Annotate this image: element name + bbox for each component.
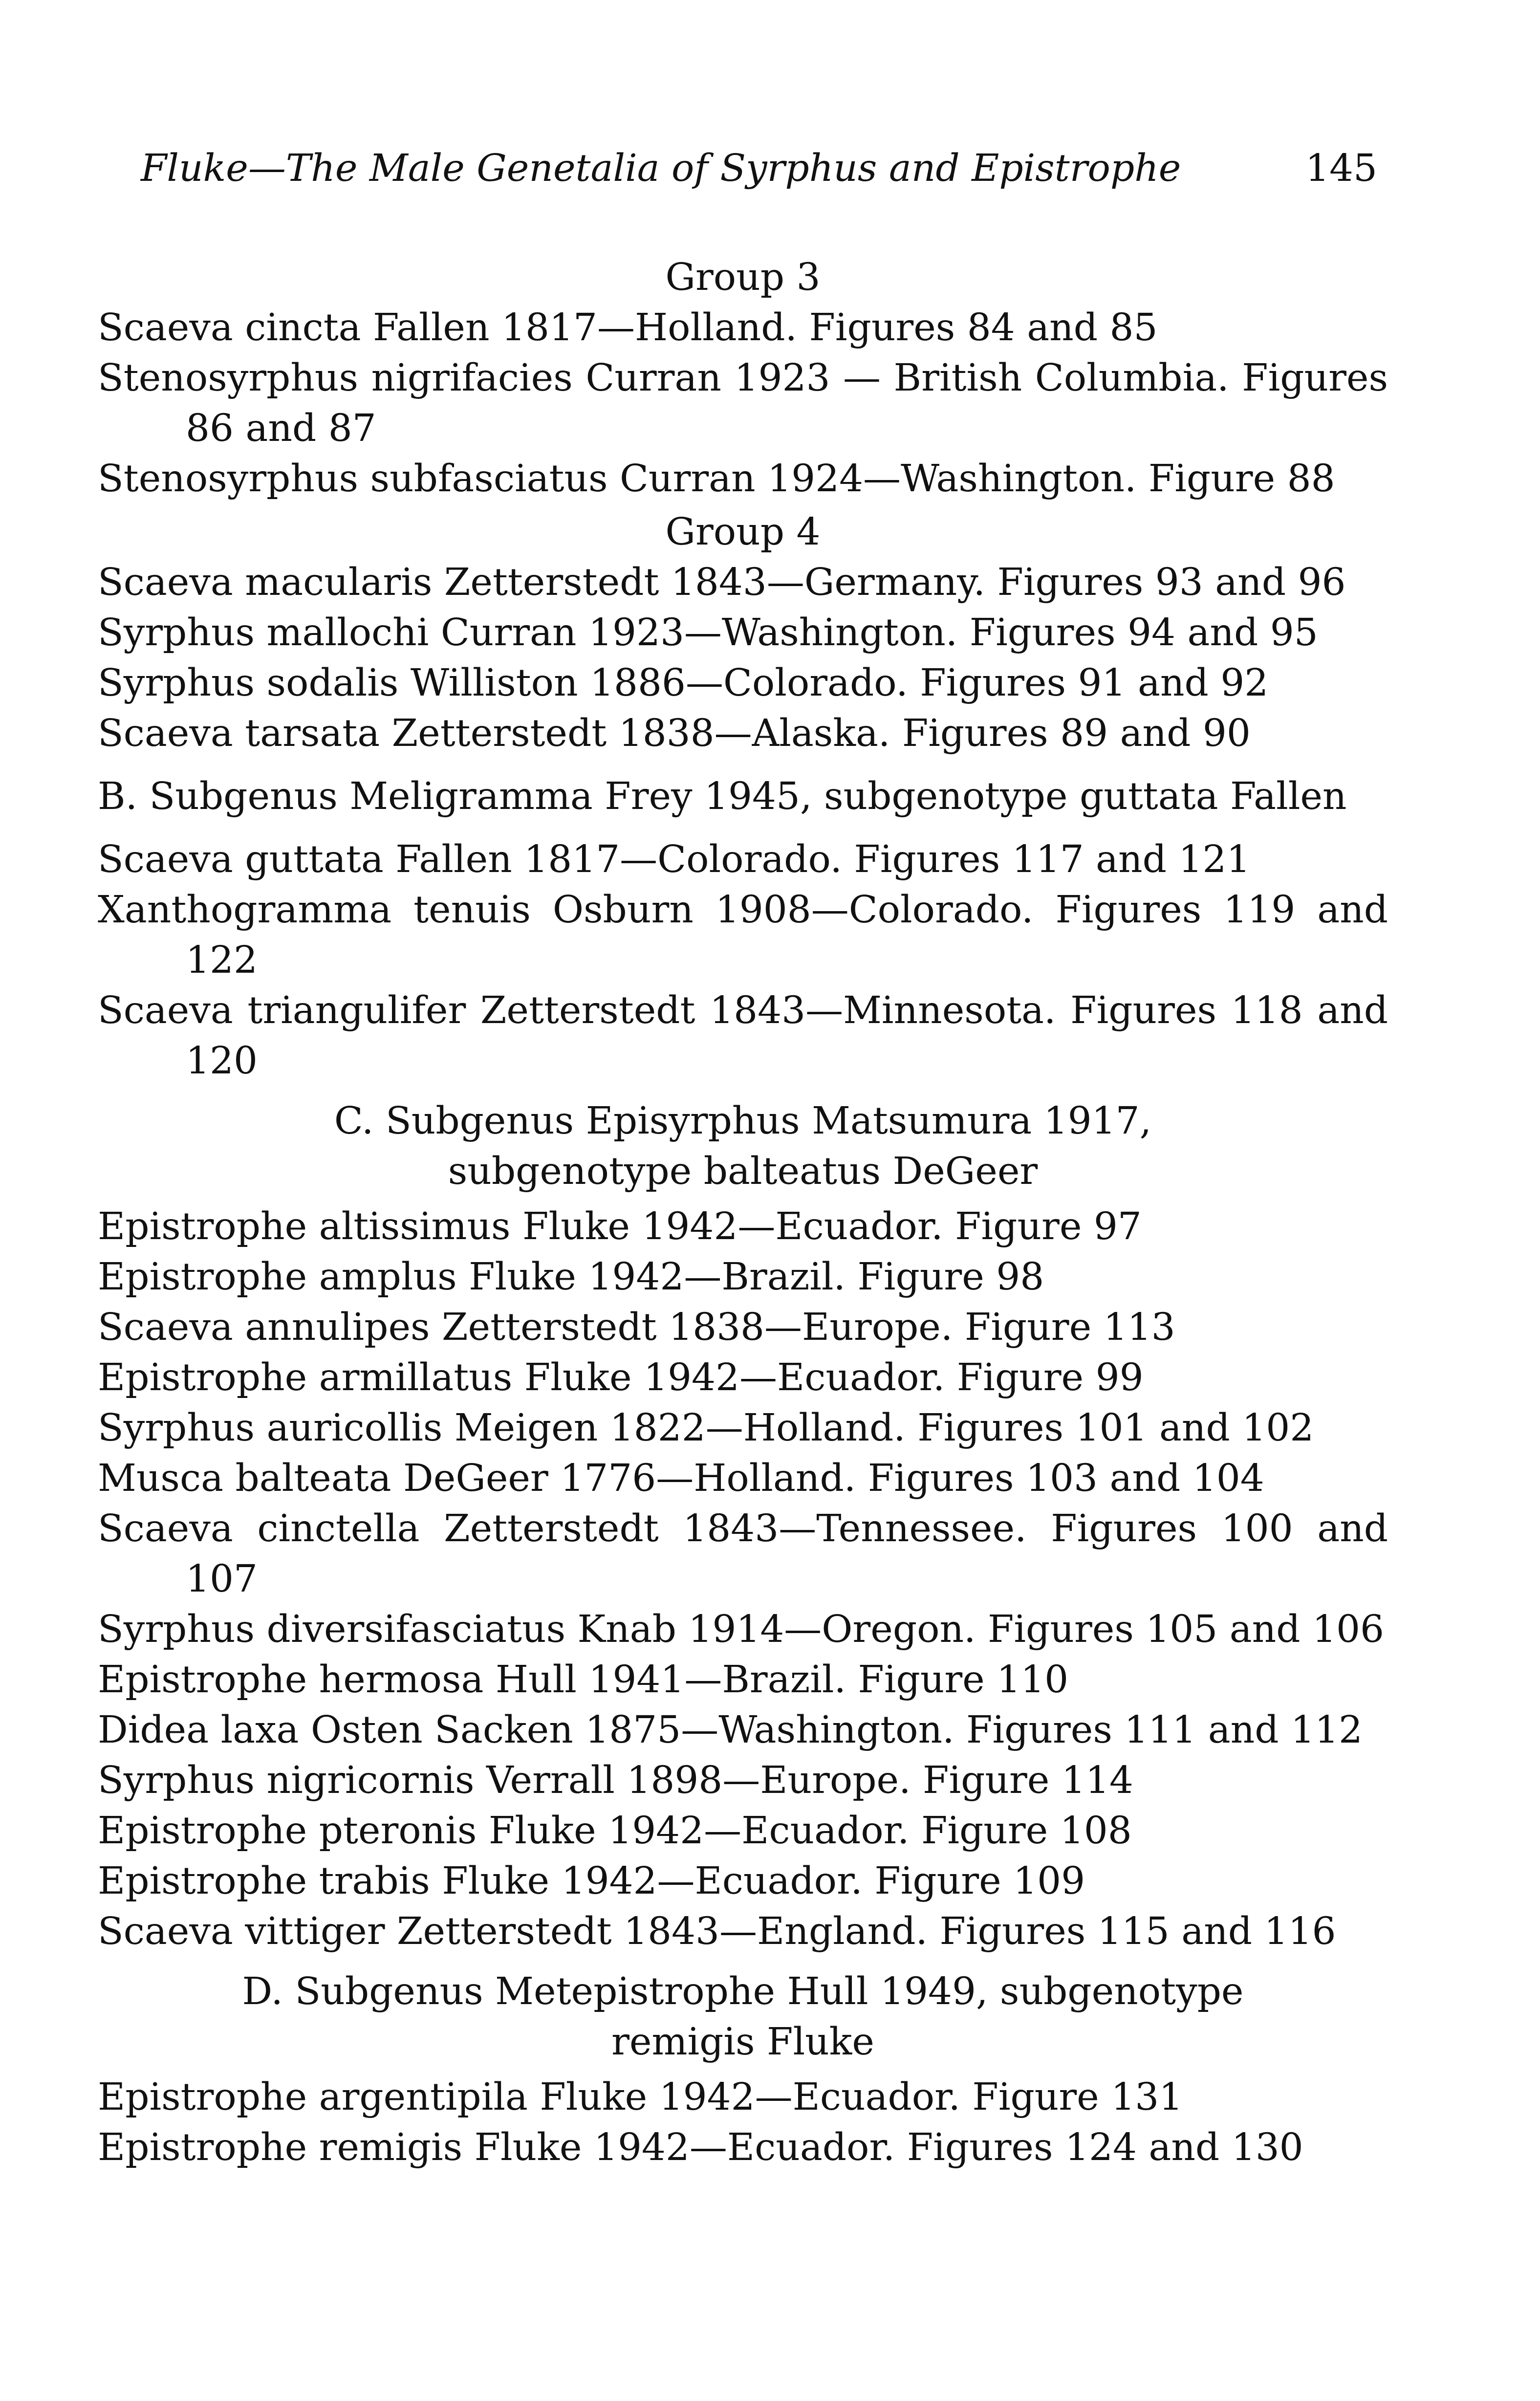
- species-entry: Xanthogramma tenuis Osburn 1908—Colorado. Figures 119 and 122: [98, 888, 1388, 982]
- species-entry: Syrphus sodalis Williston 1886—Colorado. Figures 91 and 92: [98, 661, 1269, 705]
- running-head: [141, 142, 1377, 196]
- section-heading-group-3: Group 3: [665, 256, 821, 299]
- species-entry: Scaeva tarsata Zetterstedt 1838—Alaska. Figures 89 and 90: [98, 712, 1251, 755]
- species-entry: Syrphus diversifasciatus Knab 1914—Oregon. Figures 105 and 106: [98, 1608, 1384, 1651]
- page-number: 145: [1305, 147, 1377, 190]
- species-entry: Epistrophe remigis Fluke 1942—Ecuador. Figures 124 and 130: [98, 2126, 1303, 2169]
- section-heading-subgenus-episyrphus: C. Subgenus Episyrphus Matsumura 1917, subgenotype balteatus DeGeer: [334, 1099, 1152, 1193]
- section-heading-subgenus-metepistrophe: D. Subgenus Metepistrophe Hull 1949, subgenotype remigis Fluke: [242, 1970, 1244, 2064]
- species-entry: Epistrophe argentipila Fluke 1942—Ecuador. Figure 131: [98, 2075, 1183, 2119]
- species-entry: Musca balteata DeGeer 1776—Holland. Figures 103 and 104: [98, 1457, 1264, 1500]
- species-entry: Epistrophe altissimus Fluke 1942—Ecuador. Figure 97: [98, 1205, 1142, 1248]
- species-list: [98, 249, 1388, 2173]
- species-entry: Stenosyrphus subfasciatus Curran 1924—Washington. Figure 88: [98, 457, 1335, 501]
- section-heading-group-4: Group 4: [665, 510, 821, 554]
- species-entry: Scaeva guttata Fallen 1817—Colorado. Figures 117 and 121: [98, 838, 1251, 881]
- section-heading-subgenus-meligramma: B. Subgenus Meligramma Frey 1945, subgenotype guttata Fallen: [98, 775, 1347, 818]
- species-entry: Scaeva cinctella Zetterstedt 1843—Tennessee. Figures 100 and 107: [98, 1507, 1388, 1601]
- species-entry: Syrphus mallochi Curran 1923—Washington. Figures 94 and 95: [98, 611, 1318, 655]
- species-entry: Scaeva triangulifer Zetterstedt 1843—Minnesota. Figures 118 and 120: [98, 989, 1388, 1083]
- species-entry: Epistrophe pteronis Fluke 1942—Ecuador. Figure 108: [98, 1809, 1132, 1853]
- species-entry: Syrphus auricollis Meigen 1822—Holland. Figures 101 and 102: [98, 1406, 1314, 1450]
- species-entry: Epistrophe hermosa Hull 1941—Brazil. Figure 110: [98, 1658, 1069, 1702]
- species-entry: Epistrophe amplus Fluke 1942—Brazil. Figure 98: [98, 1255, 1044, 1299]
- species-entry: Scaeva annulipes Zetterstedt 1838—Europe. Figure 113: [98, 1306, 1175, 1349]
- species-entry: Syrphus nigricornis Verrall 1898—Europe. Figure 114: [98, 1759, 1133, 1802]
- species-entry: Epistrophe trabis Fluke 1942—Ecuador. Figure 109: [98, 1859, 1085, 1903]
- species-entry: Epistrophe armillatus Fluke 1942—Ecuador. Figure 99: [98, 1356, 1144, 1399]
- species-entry: Didea laxa Osten Sacken 1875—Washington. Figures 111 and 112: [98, 1708, 1363, 1752]
- species-entry: Scaeva macularis Zetterstedt 1843—Germany. Figures 93 and 96: [98, 561, 1346, 604]
- species-entry: Stenosyrphus nigrifacies Curran 1923 — British Columbia. Figures 86 and 87: [98, 356, 1388, 450]
- species-entry: Scaeva cincta Fallen 1817—Holland. Figures 84 and 85: [98, 306, 1158, 349]
- species-entry: Scaeva vittiger Zetterstedt 1843—England. Figures 115 and 116: [98, 1910, 1336, 1953]
- running-title: Fluke—The Male Genetalia of Syrphus and Epistrophe: [141, 147, 1181, 190]
